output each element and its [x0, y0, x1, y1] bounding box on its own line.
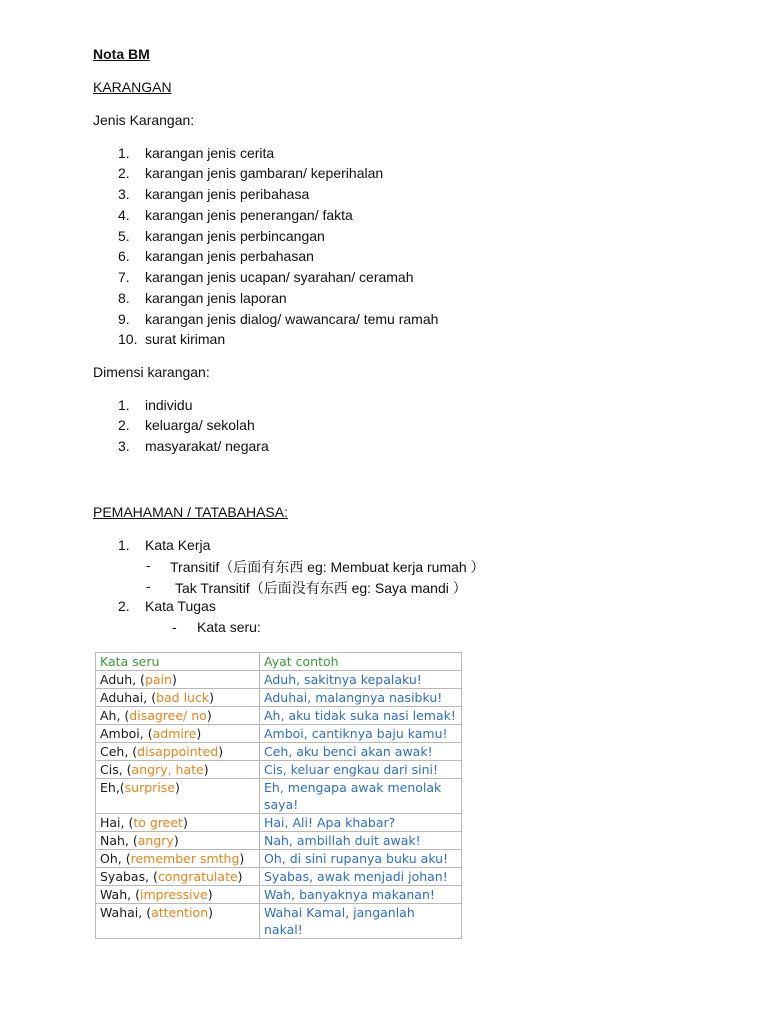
- kata-seru-cell: [96, 832, 260, 850]
- kata-seru-cell: [96, 886, 260, 904]
- ayat-contoh-cell: Wah, banyaknya makanan!: [260, 886, 462, 904]
- kata-seru-word: Cis, (: [100, 762, 132, 777]
- kata-seru-close: ): [182, 815, 188, 830]
- kata-seru-meaning: bad luck: [156, 690, 210, 705]
- dimensi-heading: Dimensi karangan:: [93, 364, 210, 380]
- kata-seru-cell: [96, 779, 260, 814]
- kata-seru-close: ): [209, 690, 214, 705]
- kata-seru-cell: [96, 671, 260, 689]
- list-number: 7.: [118, 269, 130, 285]
- list-item: karangan jenis perbincangan: [145, 228, 325, 244]
- kata-seru-meaning: disappointed: [137, 744, 219, 759]
- kata-seru-meaning: impressive: [139, 887, 208, 902]
- list-item: karangan jenis cerita: [145, 145, 275, 161]
- ayat-contoh-cell: Amboi, cantiknya baju kamu!: [260, 725, 462, 743]
- section-heading-karangan: KARANGAN: [93, 79, 172, 95]
- kata-seru-cell: [96, 814, 260, 832]
- ayat-contoh-cell: Oh, di sini rupanya buku aku!: [260, 850, 462, 868]
- kata-seru-cell: [96, 707, 260, 725]
- ayat-contoh-cell: Aduh, sakitnya kepalaku!: [260, 671, 462, 689]
- list-item: karangan jenis ucapan/ syarahan/ ceramah: [145, 269, 414, 285]
- table-row: [96, 814, 462, 832]
- kata-seru-meaning: congratulate: [157, 869, 238, 884]
- list-item: keluarga/ sekolah: [145, 417, 255, 433]
- kata-seru-close: ): [237, 869, 243, 884]
- table-row: [96, 761, 462, 779]
- kata-seru-meaning: remember smthg: [130, 851, 240, 866]
- section-heading-pemahaman: PEMAHAMAN / TATABAHASA:: [93, 504, 289, 520]
- ayat-contoh-cell: Ah, aku tidak suka nasi lemak!: [260, 707, 462, 725]
- ayat-contoh-cell: Ceh, aku benci akan awak!: [260, 743, 462, 761]
- kata-seru-close: ): [175, 780, 180, 795]
- kata-seru-word: Hai, (: [100, 815, 134, 830]
- list-item: karangan jenis dialog/ wawancara/ temu ramah: [145, 311, 439, 327]
- kata-seru-table: [95, 652, 462, 939]
- list-number: 2.: [118, 165, 130, 181]
- ayat-contoh-cell: Hai, Ali! Apa khabar?: [260, 814, 462, 832]
- list-item: karangan jenis gambaran/ keperihalan: [145, 165, 384, 181]
- kata-seru-close: ): [203, 762, 209, 777]
- kata-seru-close: ): [207, 887, 213, 902]
- kata-seru-label: Kata seru:: [197, 619, 261, 635]
- list-item: karangan jenis perbahasan: [145, 248, 314, 264]
- ayat-contoh-cell: Aduhai, malangnya nasibku!: [260, 689, 462, 707]
- kata-seru-close: ): [171, 672, 177, 687]
- transitif-text: Transitif（后面有东西 eg: Membuat kerja rumah ）: [170, 559, 485, 575]
- table-row: [96, 779, 462, 814]
- jenis-heading: Jenis Karangan:: [93, 112, 195, 128]
- kata-tugas-label: Kata Tugas: [145, 598, 216, 614]
- kata-seru-word: Amboi, (: [100, 726, 153, 741]
- ayat-contoh-cell: Eh, mengapa awak menolak saya!: [260, 779, 462, 814]
- list-number: 8.: [118, 290, 130, 306]
- table-row: [96, 886, 462, 904]
- kata-seru-meaning: angry: [137, 833, 174, 848]
- kata-seru-cell: [96, 689, 260, 707]
- table-row: [96, 671, 462, 689]
- list-item: karangan jenis peribahasa: [145, 186, 310, 202]
- kata-seru-cell: [96, 761, 260, 779]
- kata-seru-word: Nah, (: [100, 833, 138, 848]
- kata-seru-cell: [96, 743, 260, 761]
- table-row: [96, 868, 462, 886]
- kata-seru-close: ): [239, 851, 245, 866]
- table-body: [96, 671, 462, 939]
- list-item: surat kiriman: [145, 331, 226, 347]
- kata-seru-word: Oh, (: [100, 851, 131, 866]
- page-title: Nota BM: [93, 46, 150, 62]
- kata-seru-close: ): [218, 744, 224, 759]
- kata-seru-meaning: angry, hate: [131, 762, 204, 777]
- table-row: [96, 743, 462, 761]
- kata-seru-word: Aduhai, (: [100, 690, 157, 705]
- table-row: [96, 850, 462, 868]
- list-item: karangan jenis penerangan/ fakta: [145, 207, 353, 223]
- kata-seru-word: Ah, (: [100, 708, 130, 723]
- ayat-contoh-cell: Nah, ambillah duit awak!: [260, 832, 462, 850]
- kata-seru-meaning: attention: [151, 905, 209, 920]
- kata-seru-word: Wahai, (: [100, 905, 152, 920]
- list-number: 6.: [118, 248, 130, 264]
- table-row: [96, 725, 462, 743]
- list-number: 1.: [118, 397, 130, 413]
- table-header-kata-seru: Kata seru: [96, 653, 260, 671]
- list-number: 1.: [118, 145, 130, 161]
- list-number: 3.: [118, 438, 130, 454]
- kata-seru-cell: [96, 904, 260, 939]
- list-item: karangan jenis laporan: [145, 290, 287, 306]
- list-number: 2.: [118, 417, 130, 433]
- kata-seru-close: ): [206, 708, 212, 723]
- list-number: 9.: [118, 311, 130, 327]
- list-number: 4.: [118, 207, 130, 223]
- kata-seru-close: ): [173, 833, 179, 848]
- list-number: 1.: [118, 537, 130, 553]
- table-row: [96, 832, 462, 850]
- list-number: 3.: [118, 186, 130, 202]
- table-row: [96, 707, 462, 725]
- bullet-dash: -: [146, 578, 151, 594]
- kata-seru-meaning: surprise: [124, 780, 175, 795]
- ayat-contoh-cell: Syabas, awak menjadi johan!: [260, 868, 462, 886]
- list-item: individu: [145, 397, 193, 413]
- kata-kerja-label: Kata Kerja: [145, 537, 211, 553]
- kata-seru-word: Aduh, (: [100, 672, 145, 687]
- kata-seru-cell: [96, 850, 260, 868]
- list-number: 2.: [118, 598, 130, 614]
- table-row: [96, 689, 462, 707]
- list-number: 5.: [118, 228, 130, 244]
- kata-seru-cell: [96, 725, 260, 743]
- table-header-row: [96, 653, 462, 671]
- table-header-ayat-contoh: Ayat contoh: [260, 653, 462, 671]
- kata-seru-word: Wah, (: [100, 887, 140, 902]
- kata-seru-meaning: to greet: [133, 815, 183, 830]
- kata-seru-meaning: pain: [144, 672, 172, 687]
- table-row: [96, 904, 462, 939]
- kata-seru-word: Ceh, (: [100, 744, 138, 759]
- kata-seru-meaning: disagree/ no: [129, 708, 207, 723]
- ayat-contoh-cell: Cis, keluar engkau dari sini!: [260, 761, 462, 779]
- kata-seru-meaning: admire: [152, 726, 197, 741]
- ayat-contoh-cell: Wahai Kamal, janganlah nakal!: [260, 904, 462, 939]
- list-number: 10.: [118, 331, 138, 347]
- bullet-dash: -: [172, 619, 177, 635]
- bullet-dash: -: [146, 557, 151, 573]
- tak-transitif-text: Tak Transitif（后面没有东西 eg: Saya mandi ）: [175, 580, 467, 596]
- kata-seru-close: ): [196, 726, 202, 741]
- kata-seru-cell: [96, 868, 260, 886]
- kata-seru-word: Syabas, (: [100, 869, 158, 884]
- list-item: masyarakat/ negara: [145, 438, 269, 454]
- kata-seru-word: Eh,(: [100, 780, 125, 795]
- kata-seru-close: ): [208, 905, 214, 920]
